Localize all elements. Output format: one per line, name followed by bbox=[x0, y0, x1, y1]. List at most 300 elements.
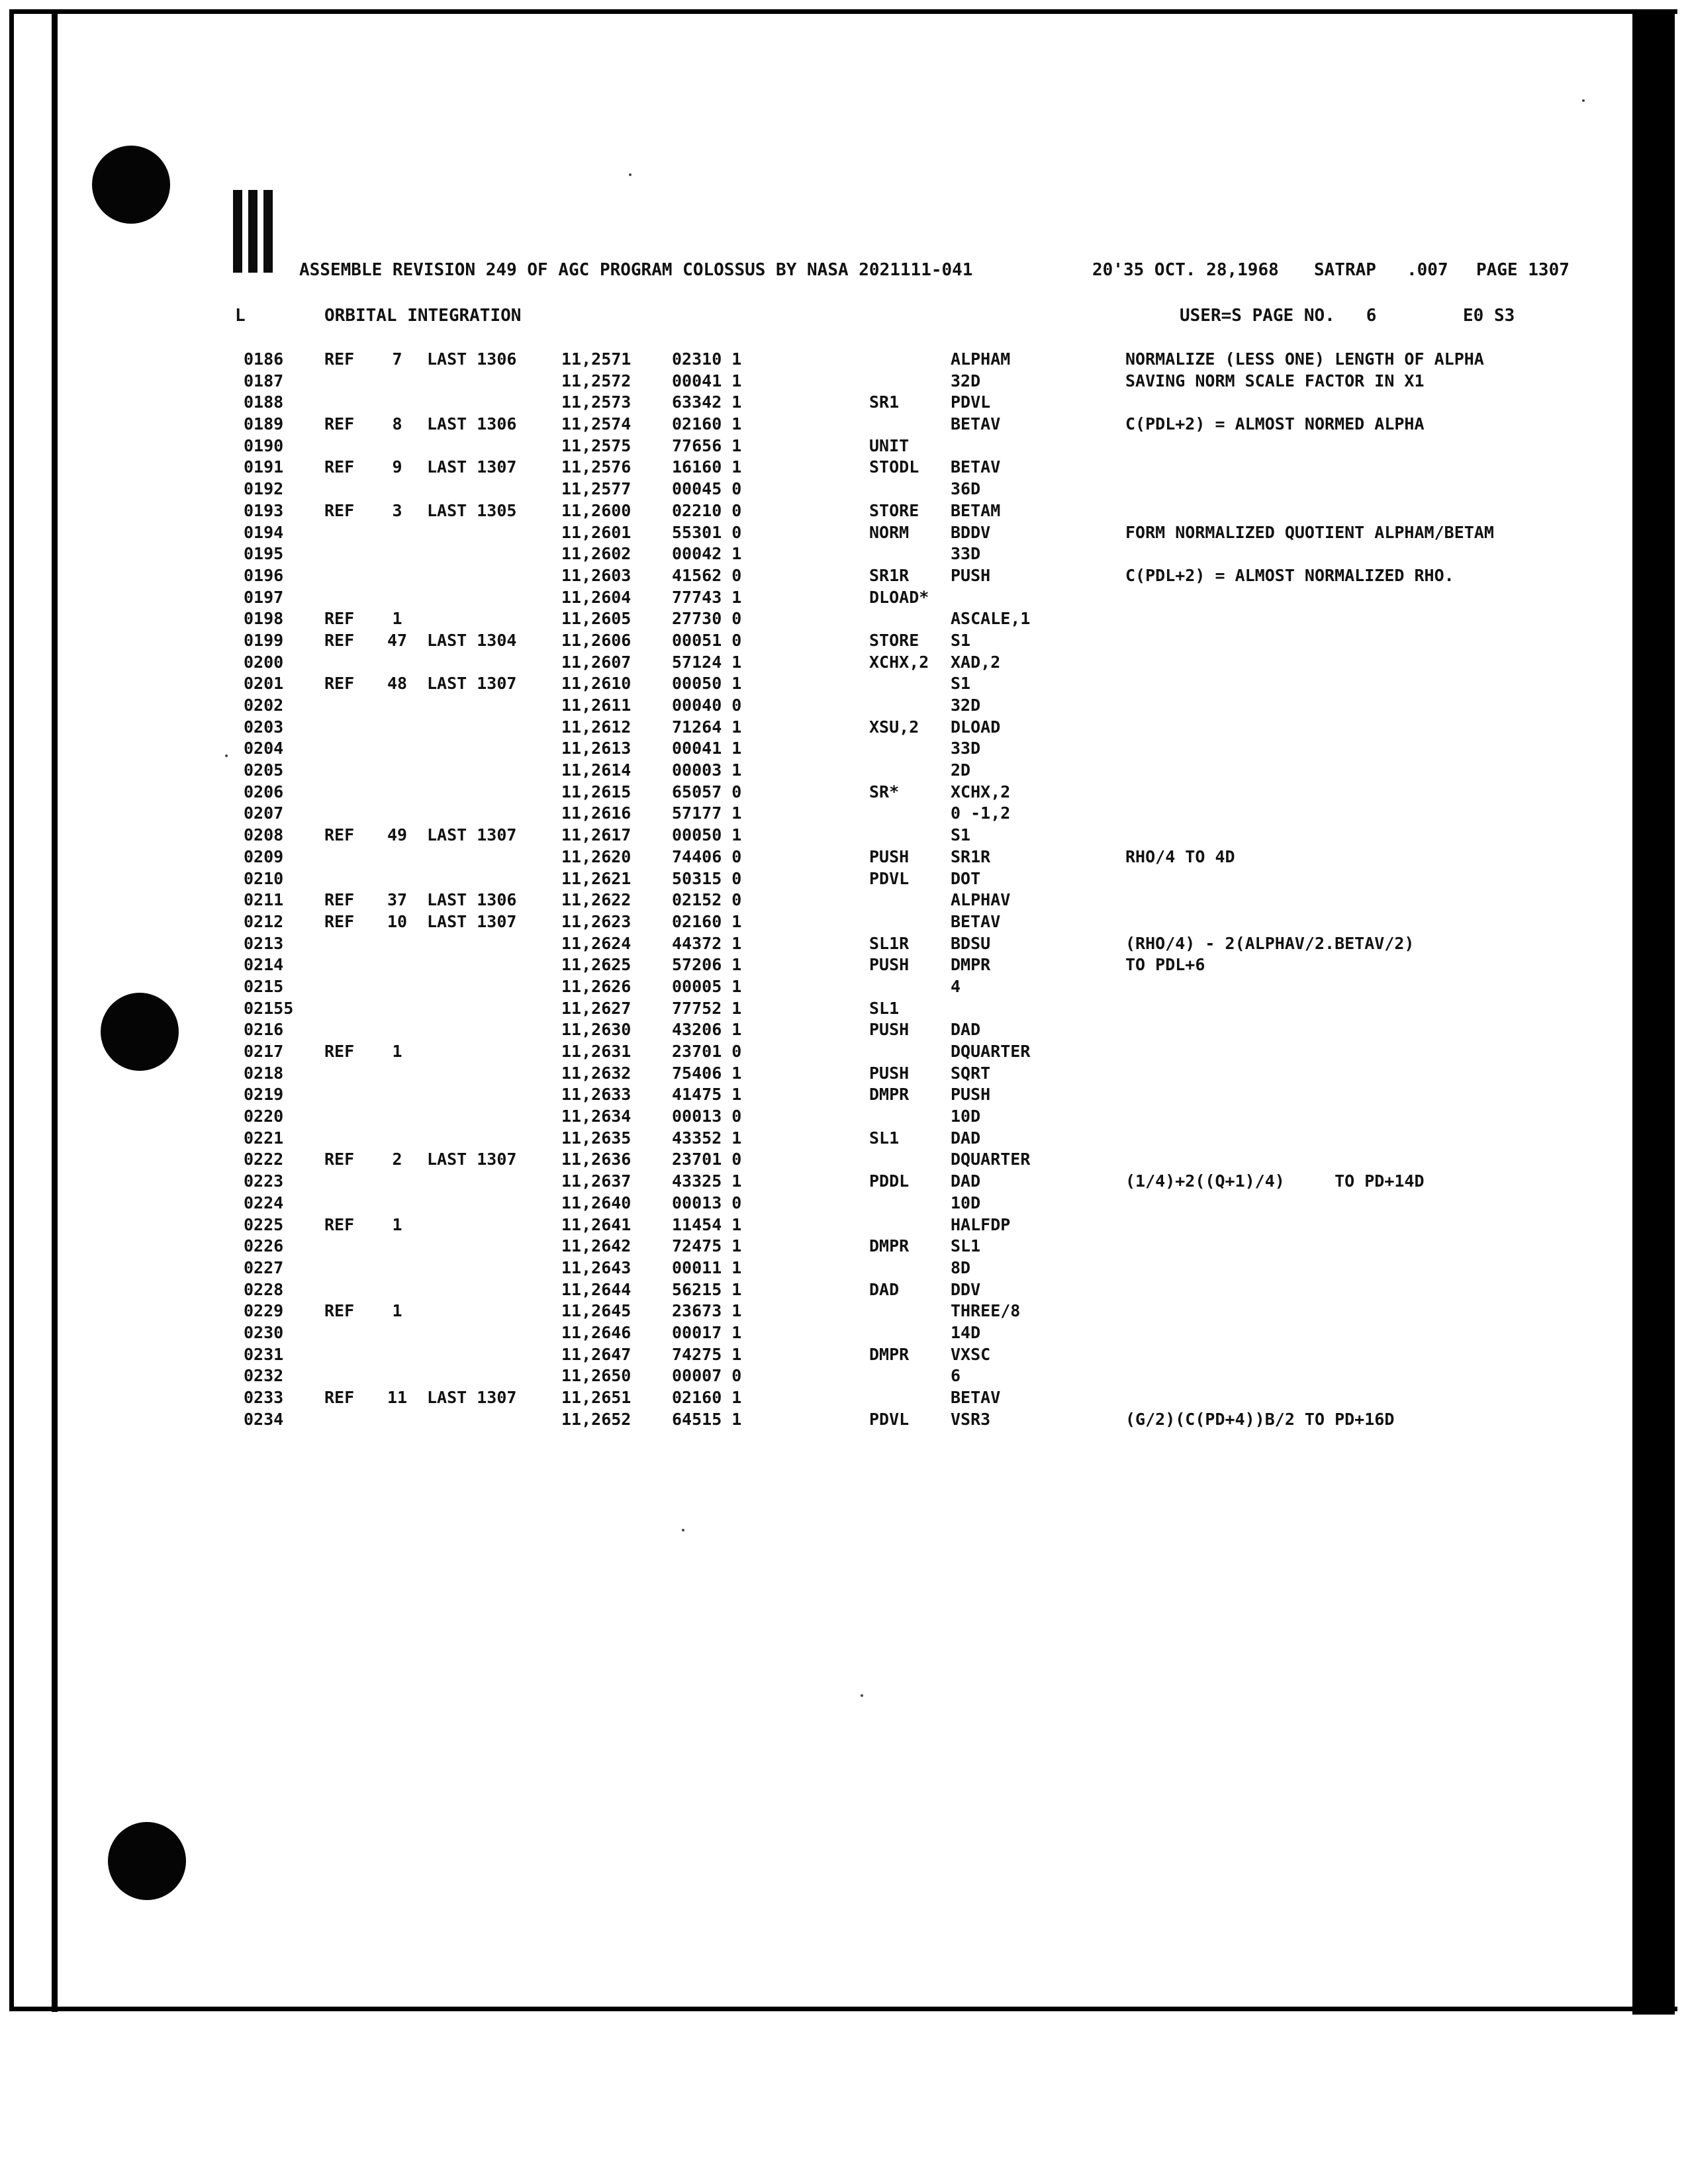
octal-word: 77743 1 bbox=[672, 587, 742, 607]
operand: DMPR bbox=[951, 955, 991, 975]
memory-address: 11,2640 bbox=[561, 1193, 632, 1212]
assembly-version: .007 bbox=[1407, 260, 1448, 280]
operand: DAD bbox=[951, 1128, 981, 1148]
octal-word: 00040 0 bbox=[672, 696, 742, 715]
memory-address: 11,2620 bbox=[561, 846, 632, 866]
last-page-ref: LAST 1305 bbox=[427, 500, 517, 520]
ref-label: REF bbox=[324, 349, 355, 369]
octal-word: 02210 0 bbox=[672, 500, 742, 520]
memory-address: 11,2650 bbox=[561, 1366, 632, 1386]
ref-count: 1 bbox=[392, 1042, 402, 1061]
line-number: 0188 bbox=[244, 392, 284, 412]
memory-address: 11,2600 bbox=[561, 500, 632, 520]
listing-row bbox=[0, 436, 1688, 458]
bank-tag: E0 S3 bbox=[1463, 306, 1515, 326]
line-number: 0216 bbox=[244, 1020, 284, 1040]
octal-word: 02152 0 bbox=[672, 890, 742, 910]
page-number: PAGE 1307 bbox=[1476, 260, 1570, 280]
octal-word: 02160 1 bbox=[672, 911, 742, 931]
listing-row bbox=[0, 1107, 1688, 1128]
octal-word: 71264 1 bbox=[672, 717, 742, 737]
operand: THREE/8 bbox=[951, 1301, 1021, 1321]
memory-address: 11,2575 bbox=[561, 435, 632, 455]
octal-word: 75406 1 bbox=[672, 1063, 742, 1083]
line-number: 0202 bbox=[244, 696, 284, 715]
line-number: 0222 bbox=[244, 1150, 284, 1169]
octal-word: 77656 1 bbox=[672, 435, 742, 455]
memory-address: 11,2571 bbox=[561, 349, 632, 369]
line-number: 0229 bbox=[244, 1301, 284, 1321]
opcode: DLOAD* bbox=[869, 587, 929, 607]
operand: BDSU bbox=[951, 933, 991, 953]
operand: 6 bbox=[951, 1366, 961, 1386]
listing-row bbox=[0, 803, 1688, 825]
listing-row bbox=[0, 912, 1688, 934]
opcode: PUSH bbox=[869, 1020, 910, 1040]
operand: PDVL bbox=[951, 392, 991, 412]
octal-word: 74406 0 bbox=[672, 846, 742, 866]
memory-address: 11,2644 bbox=[561, 1279, 632, 1299]
memory-address: 11,2623 bbox=[561, 911, 632, 931]
opcode: DAD bbox=[869, 1279, 900, 1299]
memory-address: 11,2605 bbox=[561, 609, 632, 629]
listing-row bbox=[0, 1388, 1688, 1410]
opcode: NORM bbox=[869, 522, 910, 542]
octal-word: 16160 1 bbox=[672, 457, 742, 477]
octal-word: 00007 0 bbox=[672, 1366, 742, 1386]
listing-row bbox=[0, 1258, 1688, 1280]
assembly-user: SATRAP bbox=[1314, 260, 1376, 280]
last-page-ref: LAST 1306 bbox=[427, 414, 517, 434]
octal-word: 74275 1 bbox=[672, 1344, 742, 1364]
listing-row bbox=[0, 1171, 1688, 1193]
scan-speck bbox=[861, 1694, 863, 1697]
operand: 10D bbox=[951, 1107, 981, 1126]
ref-label: REF bbox=[324, 457, 355, 477]
scan-speck bbox=[682, 1529, 684, 1531]
octal-word: 00050 1 bbox=[672, 825, 742, 845]
ref-label: REF bbox=[324, 890, 355, 910]
octal-word: 23701 0 bbox=[672, 1042, 742, 1061]
octal-word: 02160 1 bbox=[672, 1388, 742, 1407]
section-title: ORBITAL INTEGRATION bbox=[324, 306, 522, 326]
line-number: 0214 bbox=[244, 955, 284, 975]
memory-address: 11,2572 bbox=[561, 371, 632, 390]
comment: NORMALIZE (LESS ONE) LENGTH OF ALPHA bbox=[1125, 349, 1484, 369]
memory-address: 11,2604 bbox=[561, 587, 632, 607]
ref-count: 1 bbox=[392, 1214, 402, 1234]
ref-count: 49 bbox=[387, 825, 408, 845]
memory-address: 11,2613 bbox=[561, 739, 632, 758]
opcode: PDDL bbox=[869, 1171, 910, 1191]
listing-subheader bbox=[0, 306, 1688, 332]
last-page-ref: LAST 1307 bbox=[427, 1388, 517, 1407]
line-number: 0234 bbox=[244, 1409, 284, 1429]
listing-row bbox=[0, 1345, 1688, 1367]
ref-label: REF bbox=[324, 911, 355, 931]
line-number: 0196 bbox=[244, 565, 284, 585]
ref-count: 37 bbox=[387, 890, 408, 910]
listing-row bbox=[0, 825, 1688, 847]
assembly-timestamp: 20'35 OCT. 28,1968 bbox=[1092, 260, 1279, 280]
line-number: 0186 bbox=[244, 349, 284, 369]
octal-word: 27730 0 bbox=[672, 609, 742, 629]
octal-word: 43352 1 bbox=[672, 1128, 742, 1148]
listing-flag: L bbox=[235, 306, 246, 326]
operand: 10D bbox=[951, 1193, 981, 1212]
memory-address: 11,2637 bbox=[561, 1171, 632, 1191]
line-number: 0193 bbox=[244, 500, 284, 520]
scan-speck bbox=[1582, 99, 1585, 102]
comment: (1/4)+2((Q+1)/4) TO PD+14D bbox=[1125, 1171, 1425, 1191]
operand: 0 -1,2 bbox=[951, 803, 1011, 823]
octal-word: 23673 1 bbox=[672, 1301, 742, 1321]
ref-label: REF bbox=[324, 630, 355, 650]
last-page-ref: LAST 1307 bbox=[427, 457, 517, 477]
octal-word: 57206 1 bbox=[672, 955, 742, 975]
ref-count: 47 bbox=[387, 630, 408, 650]
ref-count: 11 bbox=[387, 1388, 408, 1407]
listing-row bbox=[0, 760, 1688, 782]
line-number: 0232 bbox=[244, 1366, 284, 1386]
octal-word: 41475 1 bbox=[672, 1085, 742, 1105]
line-number: 0212 bbox=[244, 911, 284, 931]
operand: 32D bbox=[951, 371, 981, 390]
memory-address: 11,2616 bbox=[561, 803, 632, 823]
ref-label: REF bbox=[324, 609, 355, 629]
operand: DDV bbox=[951, 1279, 981, 1299]
listing-row bbox=[0, 588, 1688, 610]
ref-count: 9 bbox=[392, 457, 402, 477]
operand: 32D bbox=[951, 696, 981, 715]
memory-address: 11,2606 bbox=[561, 630, 632, 650]
comment: RHO/4 TO 4D bbox=[1125, 846, 1235, 866]
line-number: 0208 bbox=[244, 825, 284, 845]
ref-count: 8 bbox=[392, 414, 402, 434]
listing-row bbox=[0, 1085, 1688, 1107]
line-number: 0228 bbox=[244, 1279, 284, 1299]
memory-address: 11,2652 bbox=[561, 1409, 632, 1429]
operand: DAD bbox=[951, 1020, 981, 1040]
octal-word: 00045 0 bbox=[672, 479, 742, 499]
line-number: 0209 bbox=[244, 846, 284, 866]
line-number: 0223 bbox=[244, 1171, 284, 1191]
ref-count: 2 bbox=[392, 1150, 402, 1169]
listing-row bbox=[0, 1064, 1688, 1085]
user-page-number: USER=S PAGE NO. 6 bbox=[1180, 306, 1377, 326]
comment: (RHO/4) - 2(ALPHAV/2.BETAV/2) bbox=[1125, 933, 1415, 953]
memory-address: 11,2624 bbox=[561, 933, 632, 953]
line-number: 0227 bbox=[244, 1257, 284, 1277]
operand: SQRT bbox=[951, 1063, 991, 1083]
line-number: 0203 bbox=[244, 717, 284, 737]
line-number: 0215 bbox=[244, 976, 284, 996]
octal-word: 64515 1 bbox=[672, 1409, 742, 1429]
memory-address: 11,2631 bbox=[561, 1042, 632, 1061]
opcode: SL1 bbox=[869, 998, 900, 1018]
operand: 33D bbox=[951, 739, 981, 758]
line-number: 0218 bbox=[244, 1063, 284, 1083]
line-number: 0217 bbox=[244, 1042, 284, 1061]
last-page-ref: LAST 1306 bbox=[427, 890, 517, 910]
ref-label: REF bbox=[324, 414, 355, 434]
line-number: 0187 bbox=[244, 371, 284, 390]
listing-row bbox=[0, 782, 1688, 804]
octal-word: 00017 1 bbox=[672, 1322, 742, 1342]
memory-address: 11,2645 bbox=[561, 1301, 632, 1321]
octal-word: 43206 1 bbox=[672, 1020, 742, 1040]
octal-word: 43325 1 bbox=[672, 1171, 742, 1191]
octal-word: 55301 0 bbox=[672, 522, 742, 542]
listing-row bbox=[0, 999, 1688, 1021]
opcode: SR* bbox=[869, 782, 900, 801]
listing-row bbox=[0, 955, 1688, 977]
octal-word: 65057 0 bbox=[672, 782, 742, 801]
octal-word: 00013 0 bbox=[672, 1107, 742, 1126]
comment: C(PDL+2) = ALMOST NORMALIZED RHO. bbox=[1125, 565, 1454, 585]
line-number: 0206 bbox=[244, 782, 284, 801]
opcode: DMPR bbox=[869, 1085, 910, 1105]
opcode: DMPR bbox=[869, 1344, 910, 1364]
line-number: 0194 bbox=[244, 522, 284, 542]
memory-address: 11,2576 bbox=[561, 457, 632, 477]
memory-address: 11,2636 bbox=[561, 1150, 632, 1169]
ref-count: 48 bbox=[387, 674, 408, 694]
memory-address: 11,2610 bbox=[561, 674, 632, 694]
ref-label: REF bbox=[324, 500, 355, 520]
listing-row bbox=[0, 1236, 1688, 1258]
line-number: 0224 bbox=[244, 1193, 284, 1212]
line-number: 0210 bbox=[244, 868, 284, 888]
listing-row bbox=[0, 1128, 1688, 1150]
opcode: SR1R bbox=[869, 565, 910, 585]
line-number: 0221 bbox=[244, 1128, 284, 1148]
listing-row bbox=[0, 371, 1688, 393]
listing-row bbox=[0, 392, 1688, 414]
line-number: 02155 bbox=[244, 998, 294, 1018]
opcode: STODL bbox=[869, 457, 919, 477]
ref-label: REF bbox=[324, 825, 355, 845]
line-number: 0220 bbox=[244, 1107, 284, 1126]
opcode: XSU,2 bbox=[869, 717, 919, 737]
octal-word: 23701 0 bbox=[672, 1150, 742, 1169]
memory-address: 11,2632 bbox=[561, 1063, 632, 1083]
listing-row bbox=[0, 544, 1688, 566]
memory-address: 11,2646 bbox=[561, 1322, 632, 1342]
operand: XCHX,2 bbox=[951, 782, 1011, 801]
memory-address: 11,2625 bbox=[561, 955, 632, 975]
listing-row bbox=[0, 1042, 1688, 1064]
opcode: DMPR bbox=[869, 1236, 910, 1256]
octal-word: 41562 0 bbox=[672, 565, 742, 585]
operand: VXSC bbox=[951, 1344, 991, 1364]
last-page-ref: LAST 1307 bbox=[427, 1150, 517, 1169]
memory-address: 11,2603 bbox=[561, 565, 632, 585]
octal-word: 44372 1 bbox=[672, 933, 742, 953]
operand: DQUARTER bbox=[951, 1150, 1031, 1169]
operand: PUSH bbox=[951, 565, 991, 585]
listing-row bbox=[0, 1193, 1688, 1215]
memory-address: 11,2642 bbox=[561, 1236, 632, 1256]
listing-row bbox=[0, 934, 1688, 956]
listing-row bbox=[0, 479, 1688, 501]
listing-row bbox=[0, 977, 1688, 999]
line-number: 0197 bbox=[244, 587, 284, 607]
operand: SL1 bbox=[951, 1236, 981, 1256]
octal-word: 00011 1 bbox=[672, 1257, 742, 1277]
opcode: SL1R bbox=[869, 933, 910, 953]
operand: BETAV bbox=[951, 457, 1001, 477]
listing-row bbox=[0, 1366, 1688, 1388]
listing-row bbox=[0, 674, 1688, 696]
opcode: PDVL bbox=[869, 868, 910, 888]
last-page-ref: LAST 1306 bbox=[427, 349, 517, 369]
listing-row bbox=[0, 653, 1688, 674]
listing-row bbox=[0, 1150, 1688, 1171]
operand: DOT bbox=[951, 868, 981, 888]
octal-word: 63342 1 bbox=[672, 392, 742, 412]
operand: 14D bbox=[951, 1322, 981, 1342]
listing-row bbox=[0, 566, 1688, 588]
memory-address: 11,2643 bbox=[561, 1257, 632, 1277]
line-number: 0190 bbox=[244, 435, 284, 455]
listing-row bbox=[0, 1410, 1688, 1432]
listing-row bbox=[0, 847, 1688, 869]
line-number: 0226 bbox=[244, 1236, 284, 1256]
memory-address: 11,2617 bbox=[561, 825, 632, 845]
opcode: XCHX,2 bbox=[869, 652, 929, 672]
octal-word: 00041 1 bbox=[672, 371, 742, 390]
operand: ALPHAV bbox=[951, 890, 1011, 910]
memory-address: 11,2633 bbox=[561, 1085, 632, 1105]
line-number: 0201 bbox=[244, 674, 284, 694]
line-number: 0200 bbox=[244, 652, 284, 672]
memory-address: 11,2630 bbox=[561, 1020, 632, 1040]
listing-row bbox=[0, 869, 1688, 891]
operand: DQUARTER bbox=[951, 1042, 1031, 1061]
memory-address: 11,2634 bbox=[561, 1107, 632, 1126]
line-number: 0211 bbox=[244, 890, 284, 910]
operand: BETAV bbox=[951, 911, 1001, 931]
memory-address: 11,2621 bbox=[561, 868, 632, 888]
line-number: 0207 bbox=[244, 803, 284, 823]
listing-row bbox=[0, 1280, 1688, 1302]
operand: 36D bbox=[951, 479, 981, 499]
punch-hole-top bbox=[92, 146, 170, 224]
code-listing bbox=[0, 349, 1688, 1431]
operand: DLOAD bbox=[951, 717, 1001, 737]
listing-row bbox=[0, 1323, 1688, 1345]
punch-hole-bottom bbox=[108, 1822, 186, 1900]
octal-word: 72475 1 bbox=[672, 1236, 742, 1256]
last-page-ref: LAST 1304 bbox=[427, 630, 517, 650]
comment: C(PDL+2) = ALMOST NORMED ALPHA bbox=[1125, 414, 1425, 434]
ref-count: 10 bbox=[387, 911, 408, 931]
octal-word: 00051 0 bbox=[672, 630, 742, 650]
memory-address: 11,2635 bbox=[561, 1128, 632, 1148]
operand: 33D bbox=[951, 544, 981, 564]
operand: BETAV bbox=[951, 414, 1001, 434]
line-number: 0199 bbox=[244, 630, 284, 650]
line-number: 0198 bbox=[244, 609, 284, 629]
octal-word: 00050 1 bbox=[672, 674, 742, 694]
ref-label: REF bbox=[324, 674, 355, 694]
operand: S1 bbox=[951, 630, 971, 650]
octal-word: 00042 1 bbox=[672, 544, 742, 564]
listing-row bbox=[0, 631, 1688, 653]
memory-address: 11,2647 bbox=[561, 1344, 632, 1364]
operand: PUSH bbox=[951, 1085, 991, 1105]
listing-row bbox=[0, 414, 1688, 436]
ref-label: REF bbox=[324, 1042, 355, 1061]
operand: SR1R bbox=[951, 846, 991, 866]
last-page-ref: LAST 1307 bbox=[427, 911, 517, 931]
line-number: 0233 bbox=[244, 1388, 284, 1407]
octal-word: 57177 1 bbox=[672, 803, 742, 823]
operand: BETAM bbox=[951, 500, 1001, 520]
octal-word: 11454 1 bbox=[672, 1214, 742, 1234]
memory-address: 11,2651 bbox=[561, 1388, 632, 1407]
opcode: STORE bbox=[869, 500, 919, 520]
line-number: 0191 bbox=[244, 457, 284, 477]
listing-row bbox=[0, 523, 1688, 545]
memory-address: 11,2611 bbox=[561, 696, 632, 715]
line-number: 0195 bbox=[244, 544, 284, 564]
operand: BETAV bbox=[951, 1388, 1001, 1407]
memory-address: 11,2641 bbox=[561, 1214, 632, 1234]
opcode: UNIT bbox=[869, 435, 910, 455]
operand: ASCALE,1 bbox=[951, 609, 1031, 629]
operand: S1 bbox=[951, 674, 971, 694]
memory-address: 11,2601 bbox=[561, 522, 632, 542]
octal-word: 00003 1 bbox=[672, 760, 742, 780]
ref-count: 1 bbox=[392, 609, 402, 629]
ref-label: REF bbox=[324, 1301, 355, 1321]
operand: 8D bbox=[951, 1257, 971, 1277]
line-number: 0219 bbox=[244, 1085, 284, 1105]
opcode: PDVL bbox=[869, 1409, 910, 1429]
comment: (G/2)(C(PD+4))B/2 TO PD+16D bbox=[1125, 1409, 1395, 1429]
assembly-banner: ASSEMBLE REVISION 249 OF AGC PROGRAM COLOSSUS BY NASA 2021111-041 bbox=[299, 260, 973, 280]
operand: 2D bbox=[951, 760, 971, 780]
listing-row bbox=[0, 349, 1688, 371]
line-number: 0213 bbox=[244, 933, 284, 953]
listing-row bbox=[0, 1215, 1688, 1237]
memory-address: 11,2574 bbox=[561, 414, 632, 434]
ref-label: REF bbox=[324, 1150, 355, 1169]
last-page-ref: LAST 1307 bbox=[427, 674, 517, 694]
operand: DAD bbox=[951, 1171, 981, 1191]
operand: HALFDP bbox=[951, 1214, 1011, 1234]
octal-word: 00041 1 bbox=[672, 739, 742, 758]
memory-address: 11,2607 bbox=[561, 652, 632, 672]
operand: S1 bbox=[951, 825, 971, 845]
octal-word: 50315 0 bbox=[672, 868, 742, 888]
listing-row bbox=[0, 457, 1688, 479]
octal-word: 02310 1 bbox=[672, 349, 742, 369]
listing-row bbox=[0, 717, 1688, 739]
listing-row bbox=[0, 501, 1688, 523]
operand: ALPHAM bbox=[951, 349, 1011, 369]
opcode: PUSH bbox=[869, 1063, 910, 1083]
listing-header bbox=[0, 260, 1688, 287]
operand: BDDV bbox=[951, 522, 991, 542]
octal-word: 00013 0 bbox=[672, 1193, 742, 1212]
operand: XAD,2 bbox=[951, 652, 1001, 672]
memory-address: 11,2615 bbox=[561, 782, 632, 801]
ref-count: 7 bbox=[392, 349, 402, 369]
octal-word: 02160 1 bbox=[672, 414, 742, 434]
